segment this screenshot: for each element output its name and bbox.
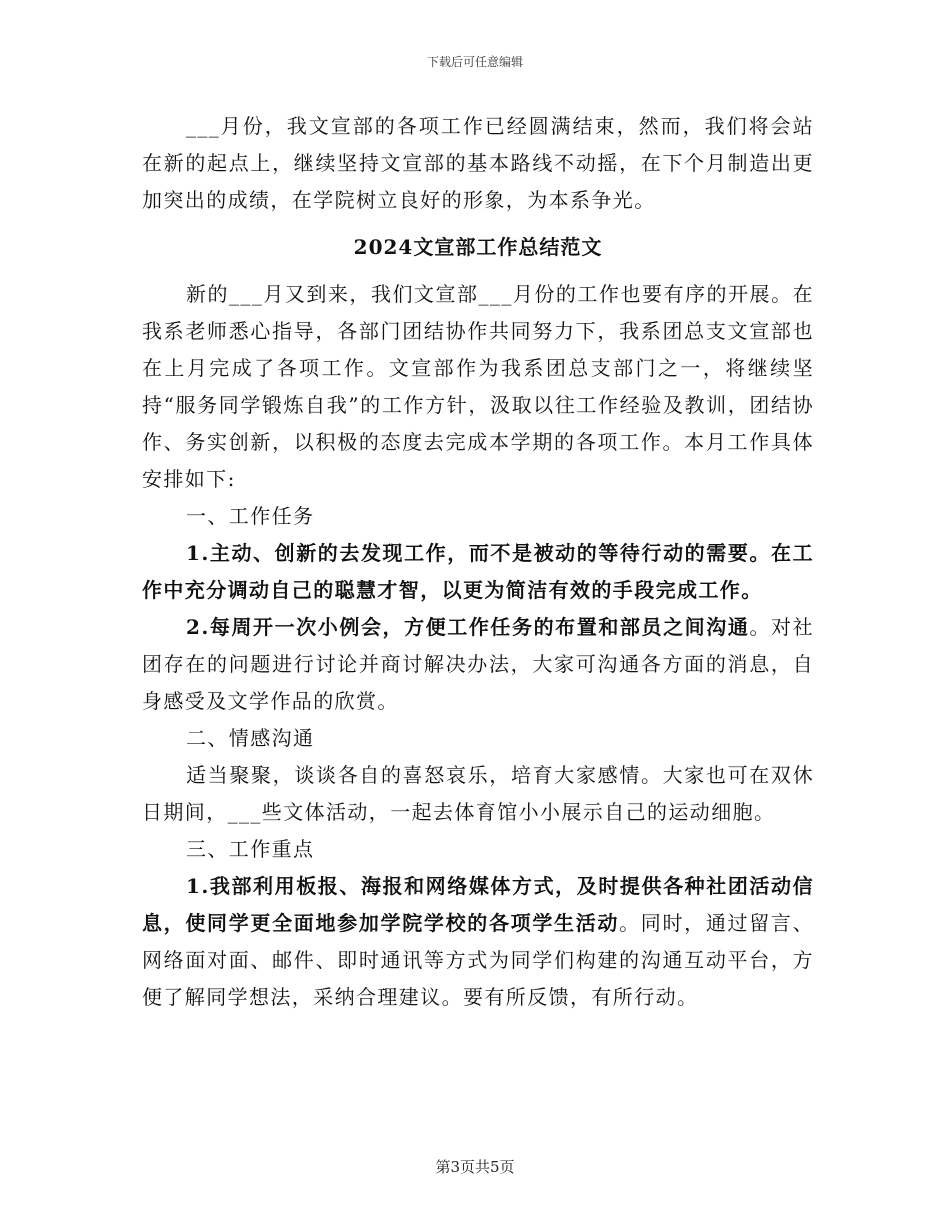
task-item-2 xyxy=(142,609,814,720)
page-header: 下载后可任意编辑 xyxy=(426,55,523,69)
communication-paragraph: 适当聚聚，谈谈各自的喜怒哀乐，培育大家感情。大家也可在双休日期间，___些文体活动，一起去体育馆小小展示自己的运动细胞。 xyxy=(142,763,814,824)
task-item-2-bold: 2.每周开一次小例会，方便工作任务的布置和部员之间沟通 xyxy=(186,615,750,639)
task-item-2-rest: 。对社团存在的问题进行讨论并商讨解决办法，大家可沟通各方面的消息，自身感受及文学作品的欣赏。 xyxy=(142,615,815,713)
section-heading-focus: 三、工作重点 xyxy=(186,837,315,861)
document-title: 2024文宣部工作总结范文 xyxy=(353,235,603,259)
focus-item-1 xyxy=(142,868,814,1016)
document-body xyxy=(142,108,814,1016)
section-heading-communication: 二、情感沟通 xyxy=(186,726,315,750)
focus-item-1-bold: 1.我部利用板报、海报和网络媒体方式，及时提供各种社团活动信息，使同学更全面地参加学院学校的各项学生活动 xyxy=(142,874,814,935)
opening-paragraph: 新的___月又到来，我们文宣部___月份的工作也要有序的开展。在我系老师悉心指导，各部门团结协作共同努力下，我系团总支文宣部也在上月完成了各项工作。文宣部作为我系团总支部门之一，将继续坚持“服务同学锻炼自我”的工作方针，汲取以往工作经验及教训，团结协作、务实创新，以积极的态度去完成本学期的各项工作。本月工作具体安排如下: xyxy=(142,282,814,491)
task-item-1: 1.主动、创新的去发现工作，而不是被动的等待行动的需要。在工作中充分调动自己的聪慧才智，以更为简洁有效的手段完成工作。 xyxy=(142,541,814,602)
intro-paragraph: ___月份，我文宣部的各项工作已经圆满结束，然而，我们将会站在新的起点上，继续坚持文宣部的基本路线不动摇，在下个月制造出更加突出的成绩，在学院树立良好的形象，为本系争光。 xyxy=(142,114,814,212)
section-heading-tasks: 一、工作任务 xyxy=(186,504,315,528)
page-footer: 第3页共5页 xyxy=(435,1158,515,1176)
focus-item-1-rest: 。同时，通过留言、网络面对面、邮件、即时通讯等方式为同学们构建的沟通互动平台，方便了解同学想法，采纳合理建议。要有所反馈，有所行动。 xyxy=(142,911,814,1009)
